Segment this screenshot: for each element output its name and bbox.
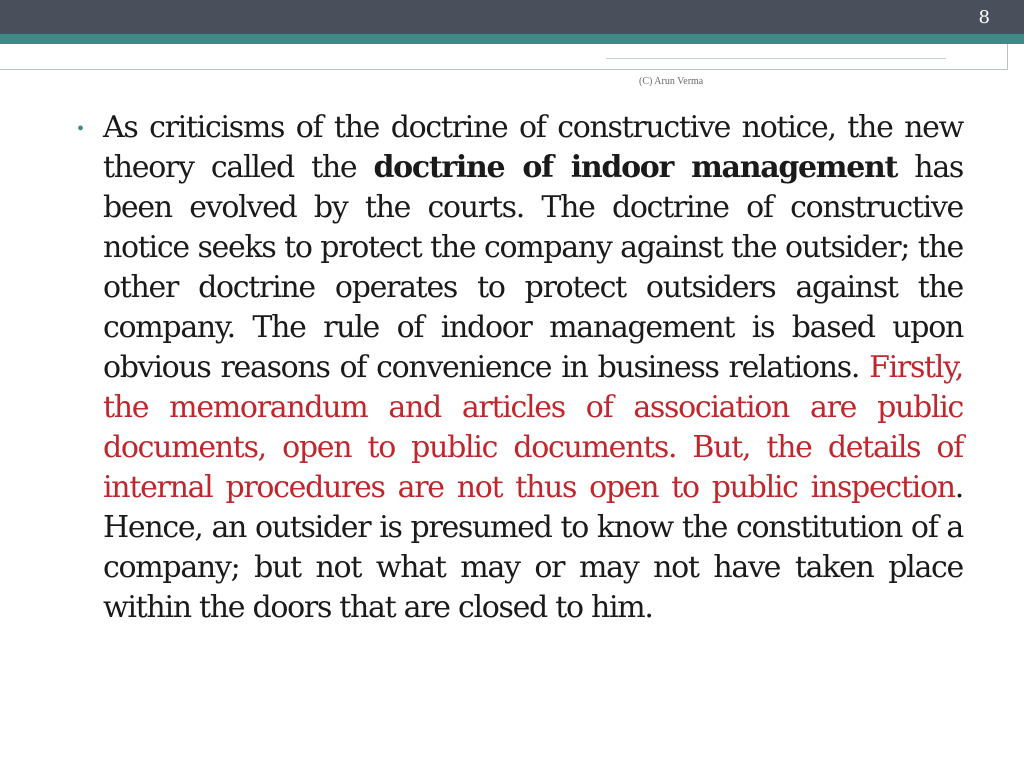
bullet-text-part-1: As criticisms of the doctrine of constructive notice, the new theory called the xyxy=(103,110,963,185)
bullet-marker: • xyxy=(77,118,85,140)
highlighted-text: Firstly, the memorandum and articles of association are public documents, open to public documents. But, the details of internal procedures are not thus open to public inspection xyxy=(103,350,963,505)
bullet-text-part-2: has been evolved by the courts. The doctrine of constructive notice seeks to protect the company against the outsider; the other doctrine operates to protect outsiders against the company. The rule of indoor management is based upon obvious reasons of convenience in business relations. xyxy=(103,150,963,385)
accent-band xyxy=(0,34,1024,44)
bullet-item xyxy=(77,108,963,628)
bullet-text-part-3: . Hence, an outsider is presumed to know the constitution of a company; but not what may or may not have taken place within the doors that are closed to him. xyxy=(103,470,963,625)
bullet-paragraph xyxy=(103,108,963,628)
header-bar xyxy=(0,0,1024,34)
bold-term: doctrine of indoor management xyxy=(373,150,898,185)
header-rule xyxy=(606,58,946,59)
header-bracket-line xyxy=(0,44,1008,70)
slide-number: 8 xyxy=(978,7,990,28)
credit-text: (C) Arun Verma xyxy=(639,76,704,87)
